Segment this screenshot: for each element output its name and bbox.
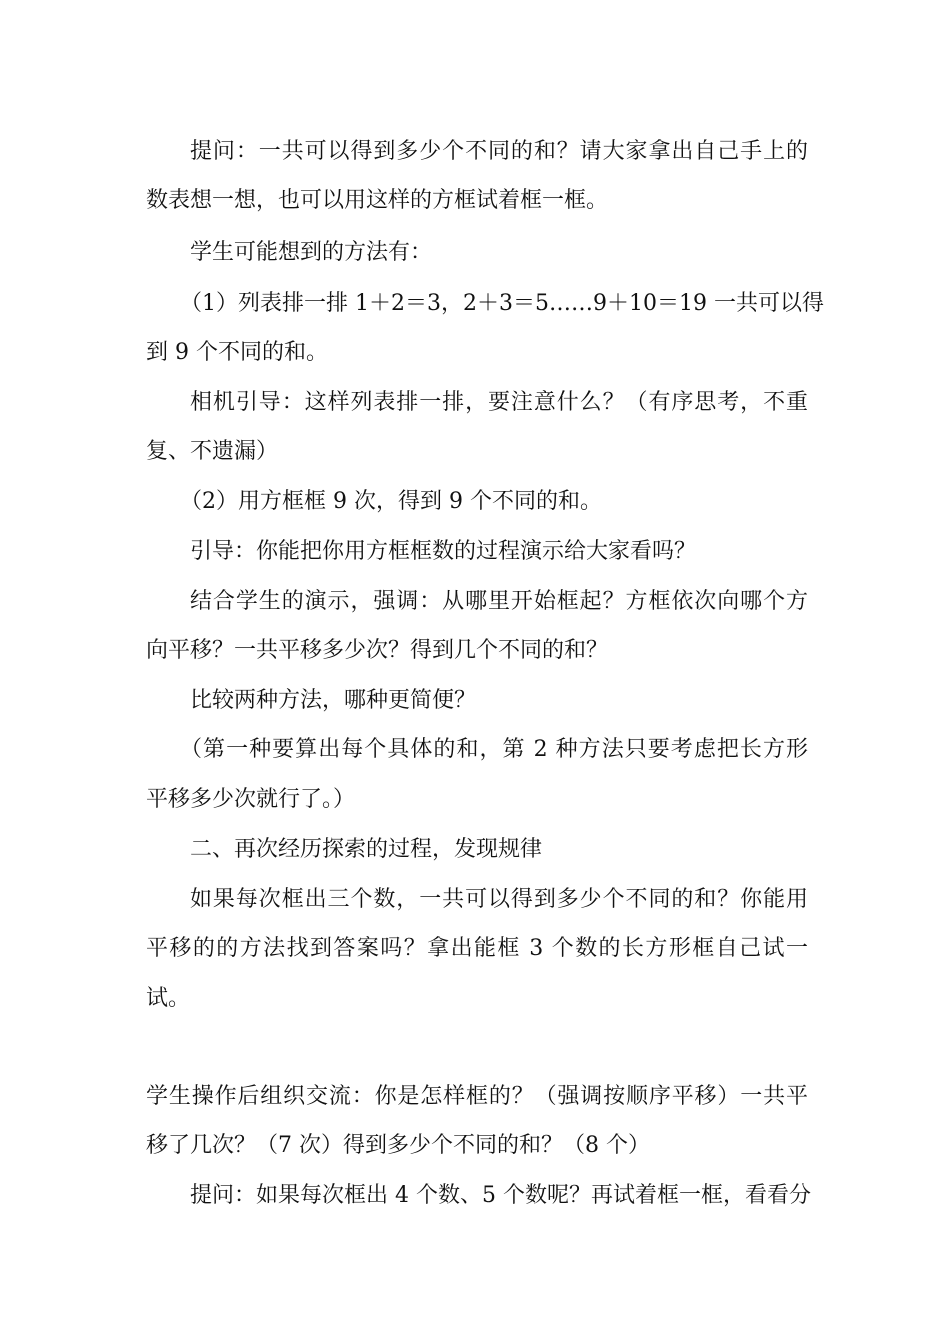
paragraph-line: 提问：一共可以得到多少个不同的和？请大家拿出自己手上的 [190, 139, 808, 164]
paragraph-line: 平移的的方法找到答案吗？拿出能框 3 个数的长方形框自己试一 [146, 936, 808, 961]
paragraph-line: 提问：如果每次框出 4 个数、5 个数呢？再试着框一框，看看分 [190, 1183, 811, 1208]
paragraph-line: 相机引导：这样列表排一排，要注意什么？（有序思考，不重 [190, 390, 808, 415]
section-heading: 二、再次经历探索的过程，发现规律 [190, 837, 543, 862]
paragraph-line: 学生操作后组织交流：你是怎样框的？（强调按顺序平移）一共平 [146, 1084, 808, 1109]
paragraph-line: 到 9 个不同的和。 [146, 340, 328, 365]
paragraph-line: 向平移？一共平移多少次？得到几个不同的和？ [146, 638, 609, 663]
paragraph-line: 如果每次框出三个数，一共可以得到多少个不同的和？你能用 [190, 887, 808, 912]
paragraph-line: 平移多少次就行了。） [146, 787, 356, 812]
paragraph-line: 结合学生的演示，强调：从哪里开始框起？方框依次向哪个方 [190, 589, 808, 614]
paragraph-line: 移了几次？（7 次）得到多少个不同的和？（8 个） [146, 1133, 650, 1158]
paragraph-line: 复、不遗漏） [146, 439, 279, 464]
paragraph-line: 比较两种方法，哪种更简便？ [190, 688, 477, 713]
paragraph-line: 试。 [146, 986, 191, 1011]
paragraph-line: 引导：你能把你用方框框数的过程演示给大家看吗？ [190, 539, 697, 564]
paragraph-line: 学生可能想到的方法有： [190, 240, 433, 265]
paragraph-line: （1）列表排一排 1＋2＝3，2＋3＝5……9＋10＝19 一共可以得 [180, 291, 824, 316]
paragraph-line: （2）用方框框 9 次，得到 9 个不同的和。 [180, 489, 602, 514]
paragraph-line: 数表想一想，也可以用这样的方框试着框一框。 [146, 188, 609, 213]
paragraph-line: （第一种要算出每个具体的和，第 2 种方法只要考虑把长方形 [180, 737, 808, 762]
